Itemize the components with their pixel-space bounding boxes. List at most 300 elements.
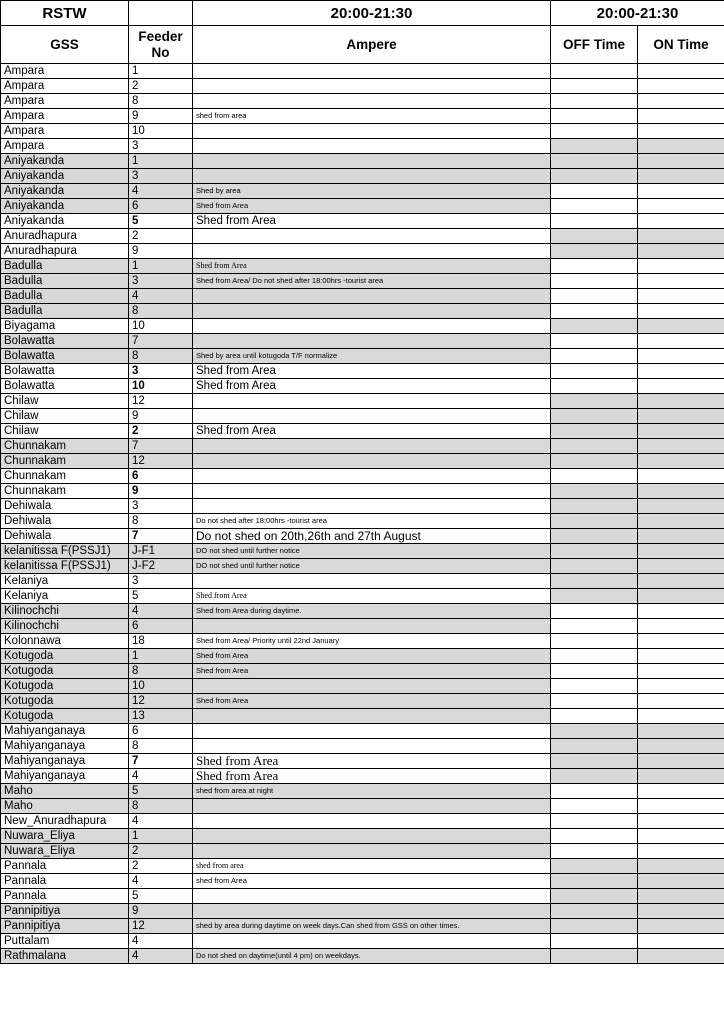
table-row — [1, 109, 724, 124]
off-time-cell — [551, 94, 638, 109]
feeder-cell: 1 — [129, 829, 193, 844]
table-row — [1, 334, 724, 349]
off-time-cell — [551, 244, 638, 259]
gss-cell: Aniyakanda — [1, 169, 129, 184]
ampere-note-cell: Shed from Area — [193, 199, 551, 214]
off-time-cell — [551, 124, 638, 139]
off-time-cell — [551, 664, 638, 679]
gss-cell: Mahiyanganaya — [1, 769, 129, 784]
feeder-cell: 7 — [129, 334, 193, 349]
feeder-cell: 3 — [129, 139, 193, 154]
on-time-cell — [638, 829, 724, 844]
ampere-note-cell: Do not shed on daytime(until 4 pm) on weekdays. — [193, 949, 551, 964]
gss-cell: Maho — [1, 784, 129, 799]
feeder-cell: 9 — [129, 244, 193, 259]
ampere-note-cell: Shed from Area — [193, 379, 551, 394]
on-time-cell — [638, 874, 724, 889]
ampere-note-cell — [193, 904, 551, 919]
table-row — [1, 499, 724, 514]
feeder-cell: 1 — [129, 64, 193, 79]
gss-cell: Anuradhapura — [1, 244, 129, 259]
feeder-cell: 4 — [129, 934, 193, 949]
on-time-cell — [638, 484, 724, 499]
gss-cell: Aniyakanda — [1, 214, 129, 229]
feeder-cell: 8 — [129, 799, 193, 814]
blank-header-cell — [129, 1, 193, 26]
gss-cell: Aniyakanda — [1, 184, 129, 199]
off-time-cell — [551, 799, 638, 814]
gss-cell: Mahiyanganaya — [1, 724, 129, 739]
ampere-note-cell: DO not shed until further notice — [193, 544, 551, 559]
ampere-note-cell: Shed from Area — [193, 649, 551, 664]
off-time-cell — [551, 889, 638, 904]
gss-cell: Pannala — [1, 859, 129, 874]
on-time-cell — [638, 514, 724, 529]
on-time-cell — [638, 184, 724, 199]
feeder-cell: 5 — [129, 589, 193, 604]
table-row — [1, 724, 724, 739]
ampere-note-cell — [193, 454, 551, 469]
off-time-cell — [551, 64, 638, 79]
on-time-cell — [638, 799, 724, 814]
on-time-cell — [638, 364, 724, 379]
off-time-cell — [551, 934, 638, 949]
on-time-cell — [638, 559, 724, 574]
gss-cell: Nuwara_Eliya — [1, 844, 129, 859]
on-time-cell — [638, 769, 724, 784]
feeder-cell: 5 — [129, 889, 193, 904]
feeder-cell: 6 — [129, 619, 193, 634]
off-time-cell — [551, 469, 638, 484]
off-time-cell — [551, 739, 638, 754]
on-time-cell — [638, 469, 724, 484]
ampere-note-cell — [193, 799, 551, 814]
off-time-cell — [551, 529, 638, 544]
on-time-cell — [638, 649, 724, 664]
feeder-cell: 6 — [129, 724, 193, 739]
ampere-note-cell: shed by area during daytime on week days.Can shed from GSS on other times. — [193, 919, 551, 934]
on-time-cell — [638, 124, 724, 139]
off-time-cell — [551, 334, 638, 349]
on-time-cell — [638, 439, 724, 454]
gss-cell: Aniyakanda — [1, 154, 129, 169]
table-row — [1, 544, 724, 559]
gss-cell: Dehiwala — [1, 499, 129, 514]
off-time-cell — [551, 574, 638, 589]
gss-cell: Bolawatta — [1, 349, 129, 364]
gss-cell: Puttalam — [1, 934, 129, 949]
feeder-cell: 3 — [129, 574, 193, 589]
off-time-cell — [551, 754, 638, 769]
off-time-cell — [551, 679, 638, 694]
feeder-cell: 3 — [129, 274, 193, 289]
table-row — [1, 844, 724, 859]
ampere-note-cell — [193, 499, 551, 514]
on-time-cell — [638, 934, 724, 949]
ampere-note-cell: Shed by area — [193, 184, 551, 199]
table-row — [1, 244, 724, 259]
feeder-cell: 5 — [129, 214, 193, 229]
ampere-note-cell: Shed from Area — [193, 259, 551, 274]
off-time-cell — [551, 724, 638, 739]
on-time-column-header: ON Time — [638, 26, 724, 64]
feeder-cell: 2 — [129, 424, 193, 439]
ampere-note-cell — [193, 574, 551, 589]
on-time-cell — [638, 424, 724, 439]
feeder-cell: 5 — [129, 784, 193, 799]
feeder-cell: 8 — [129, 94, 193, 109]
off-time-cell — [551, 784, 638, 799]
ampere-note-cell: Shed from Area — [193, 754, 551, 769]
feeder-cell: 2 — [129, 844, 193, 859]
feeder-cell: 9 — [129, 109, 193, 124]
off-time-cell — [551, 304, 638, 319]
table-row — [1, 754, 724, 769]
table-row — [1, 919, 724, 934]
table-row — [1, 634, 724, 649]
on-time-cell — [638, 754, 724, 769]
on-time-cell — [638, 409, 724, 424]
off-time-cell — [551, 904, 638, 919]
gss-cell: Kilinochchi — [1, 604, 129, 619]
ampere-note-cell — [193, 244, 551, 259]
gss-cell: Mahiyanganaya — [1, 739, 129, 754]
ampere-note-cell — [193, 709, 551, 724]
ampere-note-cell — [193, 64, 551, 79]
ampere-note-cell — [193, 139, 551, 154]
ampere-note-cell: shed from area — [193, 109, 551, 124]
table-row — [1, 559, 724, 574]
on-time-cell — [638, 214, 724, 229]
gss-cell: Nuwara_Eliya — [1, 829, 129, 844]
off-time-cell — [551, 154, 638, 169]
on-time-cell — [638, 499, 724, 514]
ampere-note-cell: Shed from Area — [193, 589, 551, 604]
gss-cell: Ampara — [1, 124, 129, 139]
gss-cell: Chunnakam — [1, 454, 129, 469]
off-time-cell — [551, 814, 638, 829]
on-time-cell — [638, 619, 724, 634]
off-time-cell — [551, 274, 638, 289]
on-time-cell — [638, 904, 724, 919]
feeder-cell: 13 — [129, 709, 193, 724]
table-row — [1, 649, 724, 664]
feeder-cell: 8 — [129, 349, 193, 364]
on-time-cell — [638, 664, 724, 679]
feeder-cell: 4 — [129, 184, 193, 199]
table-row — [1, 169, 724, 184]
off-time-cell — [551, 109, 638, 124]
table-row — [1, 274, 724, 289]
table-row — [1, 484, 724, 499]
on-time-cell — [638, 634, 724, 649]
on-time-cell — [638, 544, 724, 559]
table-row — [1, 304, 724, 319]
header-row-columns — [1, 26, 724, 64]
gss-cell: Aniyakanda — [1, 199, 129, 214]
off-time-cell — [551, 604, 638, 619]
on-time-cell — [638, 79, 724, 94]
gss-cell: Badulla — [1, 274, 129, 289]
gss-cell: Rathmalana — [1, 949, 129, 964]
on-time-cell — [638, 574, 724, 589]
off-time-cell — [551, 769, 638, 784]
on-time-cell — [638, 64, 724, 79]
ampere-note-cell — [193, 619, 551, 634]
feeder-cell: 7 — [129, 529, 193, 544]
table-row — [1, 424, 724, 439]
table-row — [1, 94, 724, 109]
on-time-cell — [638, 454, 724, 469]
gss-cell: Chilaw — [1, 424, 129, 439]
off-time-cell — [551, 559, 638, 574]
table-row — [1, 769, 724, 784]
ampere-note-cell — [193, 889, 551, 904]
table-row — [1, 904, 724, 919]
feeder-cell: 10 — [129, 124, 193, 139]
off-time-cell — [551, 454, 638, 469]
off-time-cell — [551, 379, 638, 394]
on-time-cell — [638, 349, 724, 364]
gss-cell: Kolonnawa — [1, 634, 129, 649]
gss-cell: Kilinochchi — [1, 619, 129, 634]
feeder-cell: 3 — [129, 364, 193, 379]
gss-cell: Chunnakam — [1, 439, 129, 454]
off-time-cell — [551, 619, 638, 634]
ampere-note-cell — [193, 229, 551, 244]
feeder-cell: 1 — [129, 154, 193, 169]
gss-cell: Pannala — [1, 889, 129, 904]
on-time-cell — [638, 529, 724, 544]
feeder-cell: 2 — [129, 229, 193, 244]
gss-cell: Kotugoda — [1, 694, 129, 709]
off-time-cell — [551, 349, 638, 364]
off-time-cell — [551, 259, 638, 274]
ampere-note-cell — [193, 829, 551, 844]
ampere-note-cell: Shed from Area — [193, 214, 551, 229]
ampere-note-cell: Shed from Area — [193, 424, 551, 439]
feeder-cell: 1 — [129, 259, 193, 274]
table-row — [1, 589, 724, 604]
ampere-note-cell: shed from area at night — [193, 784, 551, 799]
gss-cell: Pannala — [1, 874, 129, 889]
ampere-note-cell — [193, 679, 551, 694]
on-time-cell — [638, 274, 724, 289]
feeder-cell: 12 — [129, 694, 193, 709]
on-time-cell — [638, 259, 724, 274]
feeder-cell: J-F2 — [129, 559, 193, 574]
ampere-note-cell — [193, 169, 551, 184]
table-row — [1, 619, 724, 634]
off-time-cell — [551, 319, 638, 334]
ampere-note-cell — [193, 409, 551, 424]
on-time-cell — [638, 784, 724, 799]
feeder-cell: 4 — [129, 949, 193, 964]
gss-cell: Kelaniya — [1, 574, 129, 589]
table-row — [1, 139, 724, 154]
gss-cell: Kotugoda — [1, 649, 129, 664]
table-row — [1, 454, 724, 469]
ampere-note-cell: Do not shed on 20th,26th and 27th August — [193, 529, 551, 544]
ampere-note-cell — [193, 334, 551, 349]
ampere-column-header: Ampere — [193, 26, 551, 64]
feeder-cell: 8 — [129, 739, 193, 754]
ampere-note-cell: shed from Area — [193, 874, 551, 889]
ampere-note-cell: Do not shed after 18:00hrs -tourist area — [193, 514, 551, 529]
ampere-note-cell: Shed from Area — [193, 364, 551, 379]
table-row — [1, 319, 724, 334]
time-slot-right: 20:00-21:30 — [551, 1, 724, 26]
table-row — [1, 364, 724, 379]
off-time-cell — [551, 649, 638, 664]
feeder-cell: 10 — [129, 679, 193, 694]
on-time-cell — [638, 739, 724, 754]
feeder-cell: 8 — [129, 514, 193, 529]
off-time-cell — [551, 289, 638, 304]
ampere-note-cell: Shed from Area — [193, 664, 551, 679]
off-time-cell — [551, 424, 638, 439]
table-row — [1, 379, 724, 394]
on-time-cell — [638, 319, 724, 334]
table-row — [1, 79, 724, 94]
off-time-cell — [551, 184, 638, 199]
gss-cell: Ampara — [1, 109, 129, 124]
table-row — [1, 154, 724, 169]
off-time-cell — [551, 919, 638, 934]
table-row — [1, 259, 724, 274]
gss-cell: Ampara — [1, 139, 129, 154]
on-time-cell — [638, 229, 724, 244]
table-row — [1, 874, 724, 889]
gss-cell: Chunnakam — [1, 469, 129, 484]
on-time-cell — [638, 379, 724, 394]
gss-cell: Chunnakam — [1, 484, 129, 499]
on-time-cell — [638, 139, 724, 154]
gss-cell: Bolawatta — [1, 364, 129, 379]
off-time-cell — [551, 694, 638, 709]
feeder-cell: J-F1 — [129, 544, 193, 559]
on-time-cell — [638, 94, 724, 109]
table-row — [1, 574, 724, 589]
off-time-cell — [551, 709, 638, 724]
on-time-cell — [638, 889, 724, 904]
on-time-cell — [638, 814, 724, 829]
on-time-cell — [638, 949, 724, 964]
ampere-note-cell — [193, 79, 551, 94]
ampere-note-cell — [193, 154, 551, 169]
feeder-cell: 12 — [129, 454, 193, 469]
gss-cell: Ampara — [1, 79, 129, 94]
feeder-cell: 8 — [129, 664, 193, 679]
table-row — [1, 349, 724, 364]
gss-cell: Maho — [1, 799, 129, 814]
feeder-cell: 4 — [129, 289, 193, 304]
off-time-cell — [551, 589, 638, 604]
on-time-cell — [638, 844, 724, 859]
off-time-cell — [551, 214, 638, 229]
feeder-cell: 10 — [129, 319, 193, 334]
off-time-cell — [551, 634, 638, 649]
ampere-note-cell: Shed from Area/ Do not shed after 18:00hrs -tourist area — [193, 274, 551, 289]
gss-cell: Kotugoda — [1, 709, 129, 724]
off-time-cell — [551, 139, 638, 154]
table-row — [1, 814, 724, 829]
feeder-cell: 3 — [129, 169, 193, 184]
gss-cell: Pannipitiya — [1, 904, 129, 919]
table-row — [1, 394, 724, 409]
off-time-cell — [551, 829, 638, 844]
rstw-title: RSTW — [1, 1, 129, 26]
ampere-note-cell: DO not shed until further notice — [193, 559, 551, 574]
table-row — [1, 784, 724, 799]
ampere-note-cell — [193, 739, 551, 754]
table-row — [1, 199, 724, 214]
off-time-cell — [551, 394, 638, 409]
on-time-cell — [638, 244, 724, 259]
gss-cell: New_Anuradhapura — [1, 814, 129, 829]
ampere-note-cell — [193, 934, 551, 949]
gss-cell: Badulla — [1, 259, 129, 274]
ampere-note-cell — [193, 439, 551, 454]
table-row — [1, 679, 724, 694]
off-time-cell — [551, 859, 638, 874]
ampere-note-cell — [193, 724, 551, 739]
feeder-cell: 7 — [129, 439, 193, 454]
table-row — [1, 514, 724, 529]
gss-cell: Kotugoda — [1, 679, 129, 694]
off-time-column-header: OFF Time — [551, 26, 638, 64]
feeder-cell: 4 — [129, 604, 193, 619]
gss-cell: Chilaw — [1, 409, 129, 424]
on-time-cell — [638, 919, 724, 934]
table-row — [1, 664, 724, 679]
ampere-note-cell — [193, 124, 551, 139]
gss-cell: Bolawatta — [1, 334, 129, 349]
on-time-cell — [638, 694, 724, 709]
header-row-top — [1, 1, 724, 26]
feeder-cell: 2 — [129, 859, 193, 874]
table-row — [1, 184, 724, 199]
table-row — [1, 889, 724, 904]
off-time-cell — [551, 409, 638, 424]
feeder-cell: 4 — [129, 874, 193, 889]
gss-cell: Bolawatta — [1, 379, 129, 394]
off-time-cell — [551, 364, 638, 379]
ampere-note-cell: Shed from Area/ Priority until 22nd January — [193, 634, 551, 649]
feeder-header-line2: No — [151, 44, 170, 60]
ampere-note-cell — [193, 394, 551, 409]
off-time-cell — [551, 169, 638, 184]
feeder-cell: 3 — [129, 499, 193, 514]
gss-cell: Badulla — [1, 304, 129, 319]
gss-cell: Biyagama — [1, 319, 129, 334]
ampere-note-cell — [193, 319, 551, 334]
ampere-note-cell: Shed from Area — [193, 769, 551, 784]
off-time-cell — [551, 199, 638, 214]
table-row — [1, 934, 724, 949]
table-row — [1, 229, 724, 244]
feeder-cell: 18 — [129, 634, 193, 649]
table-row — [1, 214, 724, 229]
on-time-cell — [638, 289, 724, 304]
table-row — [1, 829, 724, 844]
on-time-cell — [638, 169, 724, 184]
table-row — [1, 799, 724, 814]
table-row — [1, 694, 724, 709]
on-time-cell — [638, 679, 724, 694]
gss-cell: Kotugoda — [1, 664, 129, 679]
feeder-cell: 2 — [129, 79, 193, 94]
